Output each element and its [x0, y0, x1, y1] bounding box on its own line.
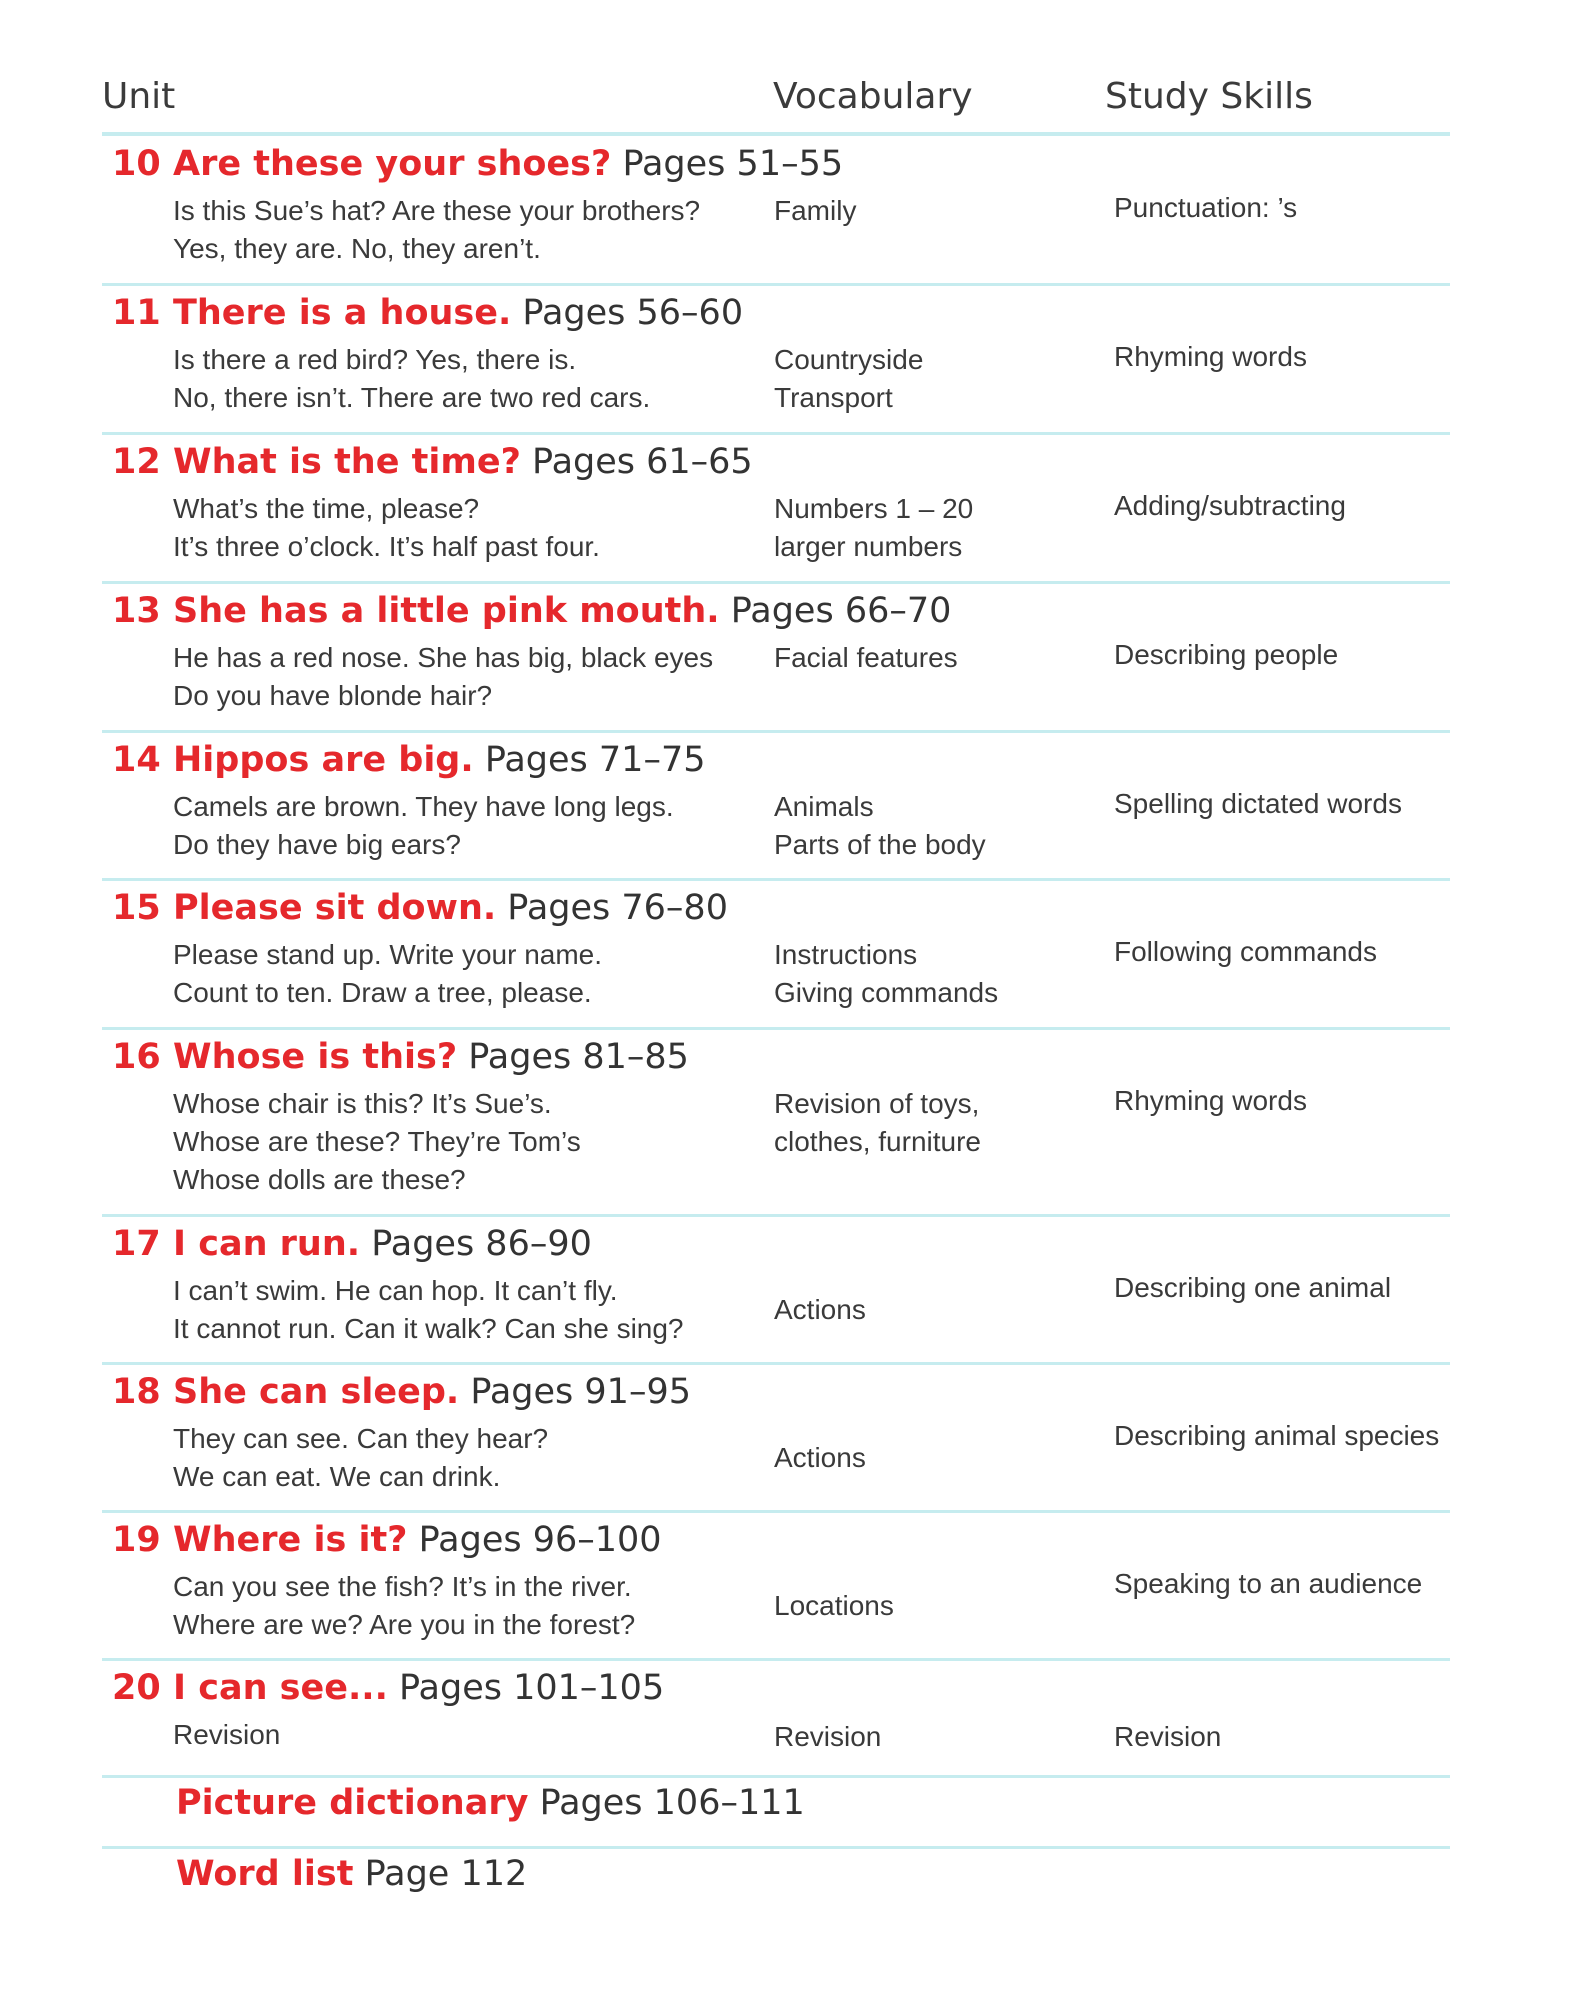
- unit-example-sentences: [173, 1085, 581, 1199]
- header-divider: [102, 132, 1450, 136]
- extra-section: [176, 1852, 527, 1896]
- unit-vocabulary: [774, 788, 986, 864]
- vocabulary-item: Revision of toys,: [774, 1088, 980, 1119]
- vocabulary-item: Giving commands: [774, 977, 999, 1008]
- header-vocabulary: Vocabulary: [773, 76, 973, 117]
- row-divider: [102, 1027, 1450, 1030]
- unit-number: 17: [112, 1224, 161, 1264]
- unit-example-sentences: [173, 1272, 684, 1348]
- unit-number: 15: [112, 888, 161, 928]
- unit-title: Are these your shoes?: [173, 144, 612, 184]
- header-unit: Unit: [102, 76, 176, 117]
- row-divider: [102, 1658, 1450, 1661]
- unit-pages: Pages 61–65: [532, 442, 753, 482]
- unit-heading: [112, 1666, 664, 1710]
- unit-example-sentences: [173, 936, 602, 1012]
- unit-heading: [112, 142, 843, 186]
- unit-heading: [112, 1518, 662, 1562]
- unit-title: Please sit down.: [173, 888, 497, 928]
- header-study-skills: Study Skills: [1105, 76, 1313, 117]
- example-sentence: Whose dolls are these?: [173, 1164, 466, 1195]
- unit-number: 16: [112, 1037, 161, 1077]
- vocabulary-item: Countryside: [774, 344, 924, 375]
- unit-heading: [112, 1035, 689, 1079]
- unit-vocabulary: [774, 1085, 981, 1161]
- unit-vocabulary: [774, 192, 856, 230]
- vocabulary-item: larger numbers: [774, 531, 963, 562]
- row-divider: [102, 1846, 1450, 1849]
- unit-example-sentences: [173, 1716, 280, 1754]
- unit-pages: Pages 76–80: [507, 888, 728, 928]
- unit-study-skill: Punctuation: ’s: [1114, 192, 1298, 223]
- unit-study-skill: Revision: [1114, 1721, 1222, 1752]
- row-divider: [102, 878, 1450, 881]
- unit-title: What is the time?: [173, 442, 521, 482]
- unit-pages: Pages 51–55: [622, 144, 844, 184]
- unit-pages: Pages 101–105: [399, 1668, 665, 1708]
- vocabulary-item: Revision: [774, 1721, 882, 1752]
- example-sentence: They can see. Can they hear?: [173, 1423, 549, 1454]
- row-divider: [102, 730, 1450, 733]
- unit-example-sentences: [173, 788, 674, 864]
- unit-pages: Pages 66–70: [730, 591, 952, 631]
- example-sentence: It cannot run. Can it walk? Can she sing?: [173, 1313, 684, 1344]
- extra-section: [176, 1781, 805, 1825]
- example-sentence: Camels are brown. They have long legs.: [173, 791, 674, 822]
- unit-heading: [112, 589, 951, 633]
- contents-header: [0, 76, 1580, 126]
- unit-pages: Pages 96–100: [418, 1520, 662, 1560]
- unit-number: 14: [112, 740, 161, 780]
- vocabulary-item: Facial features: [774, 642, 958, 673]
- unit-pages: Pages 91–95: [470, 1372, 691, 1412]
- example-sentence: He has a red nose. She has big, black eyes: [173, 642, 714, 673]
- unit-number: 18: [112, 1372, 161, 1412]
- unit-title: I can see...: [173, 1668, 388, 1708]
- example-sentence: Where are we? Are you in the forest?: [173, 1609, 636, 1640]
- unit-title: I can run.: [173, 1224, 361, 1264]
- extra-pages: Pages 106–111: [539, 1783, 805, 1823]
- unit-vocabulary: [774, 490, 973, 566]
- unit-study-skill: Rhyming words: [1114, 341, 1307, 372]
- unit-heading: [112, 1370, 691, 1414]
- row-divider: [102, 283, 1450, 286]
- vocabulary-item: Actions: [774, 1442, 866, 1473]
- vocabulary-item: Animals: [774, 791, 874, 822]
- unit-example-sentences: [173, 1568, 635, 1644]
- vocabulary-item: Actions: [774, 1294, 866, 1325]
- unit-vocabulary: [774, 341, 923, 417]
- unit-study-skill: Describing people: [1114, 639, 1339, 670]
- unit-number: 20: [112, 1668, 161, 1708]
- unit-study-skill: Describing animal species: [1114, 1420, 1440, 1451]
- unit-title: Whose is this?: [173, 1037, 458, 1077]
- unit-example-sentences: [173, 1420, 548, 1496]
- example-sentence: It’s three o’clock. It’s half past four.: [173, 531, 600, 562]
- unit-study-skill: Adding/subtracting: [1114, 490, 1346, 521]
- example-sentence: Please stand up. Write your name.: [173, 939, 603, 970]
- unit-heading: [112, 886, 728, 930]
- example-sentence: Whose are these? They’re Tom’s: [173, 1126, 581, 1157]
- unit-example-sentences: [173, 490, 600, 566]
- unit-pages: Pages 71–75: [484, 740, 706, 780]
- example-sentence: Count to ten. Draw a tree, please.: [173, 977, 592, 1008]
- unit-pages: Pages 56–60: [522, 293, 744, 333]
- unit-vocabulary: [774, 1718, 881, 1756]
- row-divider: [102, 1775, 1450, 1778]
- unit-title: Hippos are big.: [173, 740, 474, 780]
- example-sentence: No, there isn’t. There are two red cars.: [173, 382, 651, 413]
- extra-title: Word list: [176, 1854, 354, 1894]
- unit-vocabulary: [774, 639, 958, 677]
- unit-number: 12: [112, 442, 161, 482]
- unit-number: 10: [112, 144, 161, 184]
- example-sentence: Can you see the fish? It’s in the river.: [173, 1571, 632, 1602]
- vocabulary-item: Family: [774, 195, 857, 226]
- vocabulary-item: clothes, furniture: [774, 1126, 981, 1157]
- unit-title: Where is it?: [173, 1520, 408, 1560]
- unit-heading: [112, 440, 753, 484]
- unit-title: She has a little pink mouth.: [173, 591, 720, 631]
- unit-number: 19: [112, 1520, 161, 1560]
- unit-vocabulary: [774, 1587, 894, 1625]
- example-sentence: Do you have blonde hair?: [173, 680, 493, 711]
- unit-study-skill: Spelling dictated words: [1114, 788, 1402, 819]
- example-sentence: Do they have big ears?: [173, 829, 461, 860]
- unit-pages: Pages 81–85: [468, 1037, 689, 1077]
- unit-number: 13: [112, 591, 161, 631]
- unit-heading: [112, 738, 705, 782]
- unit-study-skill: Describing one animal: [1114, 1272, 1392, 1303]
- example-sentence: What’s the time, please?: [173, 493, 480, 524]
- example-sentence: We can eat. We can drink.: [173, 1461, 501, 1492]
- vocabulary-item: Numbers 1 – 20: [774, 493, 974, 524]
- row-divider: [102, 1214, 1450, 1217]
- unit-study-skill: Rhyming words: [1114, 1085, 1307, 1116]
- row-divider: [102, 1510, 1450, 1513]
- unit-example-sentences: [173, 192, 700, 268]
- vocabulary-item: Instructions: [774, 939, 918, 970]
- example-sentence: Is there a red bird? Yes, there is.: [173, 344, 577, 375]
- unit-vocabulary: [774, 1439, 866, 1477]
- example-sentence: I can’t swim. He can hop. It can’t fly.: [173, 1275, 618, 1306]
- extra-title: Picture dictionary: [176, 1783, 529, 1823]
- unit-heading: [112, 291, 743, 335]
- row-divider: [102, 432, 1450, 435]
- row-divider: [102, 581, 1450, 584]
- unit-example-sentences: [173, 639, 713, 715]
- example-sentence: Is this Sue’s hat? Are these your brothers?: [173, 195, 701, 226]
- unit-heading: [112, 1222, 592, 1266]
- unit-number: 11: [112, 293, 161, 333]
- unit-title: She can sleep.: [173, 1372, 460, 1412]
- unit-study-skill: Speaking to an audience: [1114, 1568, 1423, 1599]
- unit-study-skill: Following commands: [1114, 936, 1377, 967]
- unit-title: There is a house.: [173, 293, 512, 333]
- unit-vocabulary: [774, 1291, 866, 1329]
- example-sentence: Whose chair is this? It’s Sue’s.: [173, 1088, 552, 1119]
- vocabulary-item: Parts of the body: [774, 829, 986, 860]
- unit-pages: Pages 86–90: [371, 1224, 592, 1264]
- example-sentence: Revision: [173, 1719, 281, 1750]
- extra-pages: Page 112: [364, 1854, 528, 1894]
- vocabulary-item: Locations: [774, 1590, 894, 1621]
- vocabulary-item: Transport: [774, 382, 893, 413]
- unit-example-sentences: [173, 341, 650, 417]
- unit-vocabulary: [774, 936, 998, 1012]
- example-sentence: Yes, they are. No, they aren’t.: [173, 233, 541, 264]
- row-divider: [102, 1362, 1450, 1365]
